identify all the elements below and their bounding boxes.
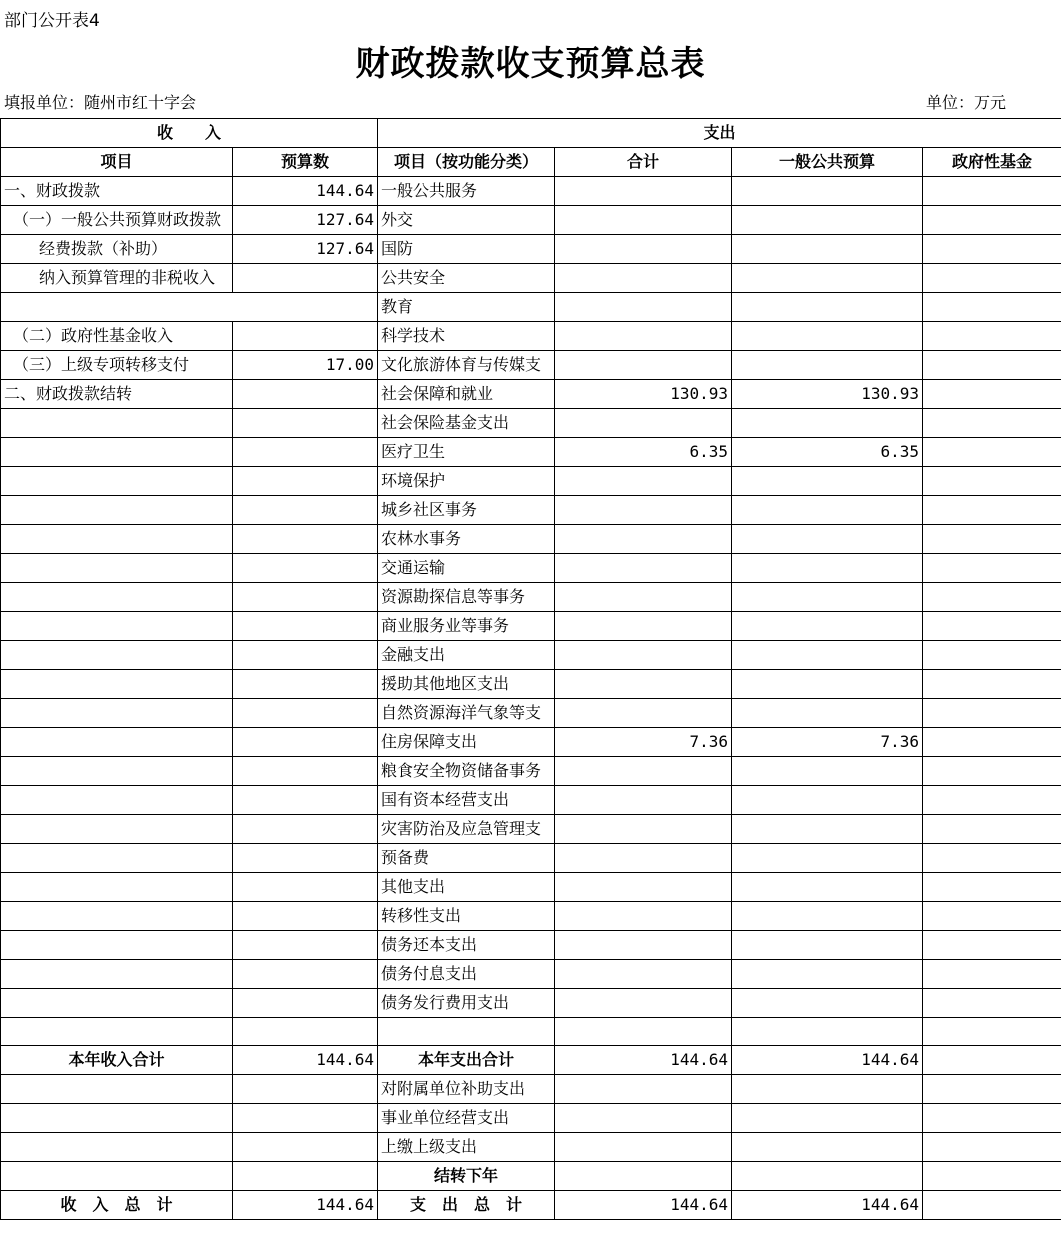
income-item-cell: [1, 786, 233, 815]
expense-fund-cell: [923, 467, 1061, 496]
expense-general-cell: [732, 496, 923, 525]
table-row: [1, 931, 1061, 960]
expense-header: 支出: [378, 119, 1061, 148]
expense-general-cell: [732, 844, 923, 873]
expense-total-cell: [555, 641, 732, 670]
expense-general-cell: [732, 1104, 923, 1133]
expense-total-cell: [555, 757, 732, 786]
expense-total-cell: [555, 873, 732, 902]
expense-fund-cell: [923, 641, 1061, 670]
expense-fund-cell: [923, 438, 1061, 467]
income-value-cell: [233, 409, 378, 438]
expense-item-cell: [378, 1018, 555, 1046]
income-value-cell: [233, 873, 378, 902]
expense-general-cell: [732, 351, 923, 380]
expense-total-cell: [555, 1018, 732, 1046]
income-value-cell: [233, 960, 378, 989]
table-row: [1, 873, 1061, 902]
expense-fund-cell: [923, 873, 1061, 902]
col-budget: 预算数: [233, 148, 378, 177]
year-expense-total: 144.64: [555, 1046, 732, 1075]
currency-unit: 单位：万元: [926, 93, 1007, 112]
expense-general-cell: [732, 177, 923, 206]
expense-item-cell: 环境保护: [378, 467, 555, 496]
income-item-cell: （二）政府性基金收入: [1, 322, 233, 351]
expense-total-cell: [555, 670, 732, 699]
income-value-cell: [233, 1018, 378, 1046]
year-income-label: 本年收入合计: [1, 1046, 233, 1075]
expense-total-cell: [555, 235, 732, 264]
income-value-cell: [233, 554, 378, 583]
expense-item-cell: 社会保险基金支出: [378, 409, 555, 438]
expense-total-cell: [555, 844, 732, 873]
income-value-cell: [233, 380, 378, 409]
expense-total-cell: [555, 902, 732, 931]
income-item-cell: 纳入预算管理的非税收入: [1, 264, 233, 293]
expense-item-cell: 结转下年: [378, 1162, 555, 1191]
income-item-cell: [1, 1075, 233, 1104]
table-row: [1, 902, 1061, 931]
expense-item-cell: 国防: [378, 235, 555, 264]
expense-general-cell: [732, 1018, 923, 1046]
income-item-cell: [1, 525, 233, 554]
expense-total-cell: [555, 699, 732, 728]
expense-general-cell: [732, 293, 923, 322]
table-row: [1, 235, 1061, 264]
expense-general-cell: 130.93: [732, 380, 923, 409]
expense-total-cell: [555, 409, 732, 438]
income-value-cell: [233, 670, 378, 699]
expense-fund-cell: [923, 264, 1061, 293]
expense-fund-cell: [923, 554, 1061, 583]
expense-fund-cell: [923, 177, 1061, 206]
expense-fund-cell: [923, 322, 1061, 351]
expense-fund-cell: [923, 612, 1061, 641]
expense-general-cell: [732, 554, 923, 583]
income-item-cell: [1, 757, 233, 786]
expense-total-cell: [555, 612, 732, 641]
expense-general-cell: [732, 960, 923, 989]
expense-fund-cell: [923, 728, 1061, 757]
table-row: [1, 380, 1061, 409]
income-value-cell: 17.00: [233, 351, 378, 380]
expense-item-cell: 上缴上级支出: [378, 1133, 555, 1162]
expense-general-cell: [732, 583, 923, 612]
income-value-cell: [233, 641, 378, 670]
income-value-cell: [233, 1075, 378, 1104]
expense-total-cell: [555, 1162, 732, 1191]
expense-fund-cell: [923, 786, 1061, 815]
table-row: [1, 757, 1061, 786]
income-item-cell: [1, 844, 233, 873]
income-value-cell: [233, 786, 378, 815]
income-value-cell: [233, 467, 378, 496]
expense-general-cell: [732, 902, 923, 931]
expense-general-cell: [732, 670, 923, 699]
expense-total-cell: [555, 206, 732, 235]
income-item-cell: [1, 438, 233, 467]
expense-item-cell: 灾害防治及应急管理支: [378, 815, 555, 844]
col-fund: 政府性基金: [923, 148, 1061, 177]
expense-fund-cell: [923, 380, 1061, 409]
expense-item-cell: 农林水事务: [378, 525, 555, 554]
expense-total-cell: [555, 931, 732, 960]
expense-fund-cell: [923, 409, 1061, 438]
reporting-unit: 填报单位：随州市红十字会: [4, 93, 197, 112]
grand-total-row: [1, 1191, 1061, 1220]
expense-item-cell: 预备费: [378, 844, 555, 873]
income-item-cell: [1, 815, 233, 844]
table-row: [1, 583, 1061, 612]
income-item-cell: [1, 293, 378, 322]
expense-item-cell: 一般公共服务: [378, 177, 555, 206]
expense-fund-cell: [923, 931, 1061, 960]
col-exp-item: 项目（按功能分类）: [378, 148, 555, 177]
table-row: [1, 699, 1061, 728]
expense-item-cell: 公共安全: [378, 264, 555, 293]
expense-item-cell: 国有资本经营支出: [378, 786, 555, 815]
income-value-cell: [233, 1162, 378, 1191]
expense-item-cell: 外交: [378, 206, 555, 235]
expense-fund-cell: [923, 1018, 1061, 1046]
expense-total-cell: [555, 554, 732, 583]
expense-general-cell: [732, 989, 923, 1018]
header-row-group: [1, 119, 1061, 148]
table-row: [1, 264, 1061, 293]
expense-item-cell: 债务付息支出: [378, 960, 555, 989]
income-value-cell: [233, 1104, 378, 1133]
expense-total-cell: [555, 786, 732, 815]
table-number-label: 部门公开表4: [4, 11, 100, 31]
expense-general-cell: [732, 322, 923, 351]
expense-general-cell: [732, 525, 923, 554]
col-total: 合计: [555, 148, 732, 177]
table-row: [1, 438, 1061, 467]
header-row-columns: [1, 148, 1061, 177]
table-row: [1, 989, 1061, 1018]
expense-general-cell: [732, 873, 923, 902]
income-item-cell: [1, 641, 233, 670]
income-header: 收 入: [1, 119, 378, 148]
income-value-cell: [233, 931, 378, 960]
expense-fund-cell: [923, 699, 1061, 728]
income-item-cell: 二、财政拨款结转: [1, 380, 233, 409]
table-row: [1, 786, 1061, 815]
income-item-cell: [1, 409, 233, 438]
expense-item-cell: 金融支出: [378, 641, 555, 670]
income-value-cell: [233, 264, 378, 293]
expense-general-cell: [732, 815, 923, 844]
grand-expense-general: 144.64: [732, 1191, 923, 1220]
year-expense-general: 144.64: [732, 1046, 923, 1075]
expense-general-cell: [732, 206, 923, 235]
income-value-cell: [233, 496, 378, 525]
table-row: [1, 670, 1061, 699]
page-title: 财政拨款收支预算总表: [355, 44, 706, 84]
expense-total-cell: [555, 1075, 732, 1104]
expense-total-cell: [555, 351, 732, 380]
income-value-cell: [233, 438, 378, 467]
expense-item-cell: 其他支出: [378, 873, 555, 902]
expense-general-cell: [732, 641, 923, 670]
expense-fund-cell: [923, 351, 1061, 380]
expense-fund-cell: [923, 1104, 1061, 1133]
expense-general-cell: [732, 786, 923, 815]
table-row: [1, 1162, 1061, 1191]
income-item-cell: [1, 931, 233, 960]
grand-income-label: 收 入 总 计: [1, 1191, 233, 1220]
income-value-cell: [233, 757, 378, 786]
income-item-cell: （三）上级专项转移支付: [1, 351, 233, 380]
income-item-cell: [1, 467, 233, 496]
expense-total-cell: 130.93: [555, 380, 732, 409]
grand-expense-label: 支 出 总 计: [378, 1191, 555, 1220]
expense-fund-cell: [923, 989, 1061, 1018]
year-total-row: [1, 1046, 1061, 1075]
income-value-cell: [233, 525, 378, 554]
table-row: [1, 815, 1061, 844]
income-item-cell: [1, 873, 233, 902]
table-row: [1, 496, 1061, 525]
income-item-cell: [1, 496, 233, 525]
expense-general-cell: [732, 757, 923, 786]
expense-total-cell: [555, 960, 732, 989]
expense-item-cell: 教育: [378, 293, 555, 322]
expense-total-cell: [555, 1104, 732, 1133]
income-item-cell: [1, 989, 233, 1018]
expense-fund-cell: [923, 293, 1061, 322]
income-item-cell: [1, 612, 233, 641]
table-row: [1, 206, 1061, 235]
expense-fund-cell: [923, 670, 1061, 699]
expense-general-cell: [732, 931, 923, 960]
expense-item-cell: 粮食安全物资储备事务: [378, 757, 555, 786]
expense-total-cell: [555, 1133, 732, 1162]
expense-general-cell: [732, 1133, 923, 1162]
year-expense-label: 本年支出合计: [378, 1046, 555, 1075]
table-row: [1, 467, 1061, 496]
expense-item-cell: 科学技术: [378, 322, 555, 351]
expense-total-cell: [555, 815, 732, 844]
table-row: [1, 293, 1061, 322]
expense-general-cell: [732, 1162, 923, 1191]
col-item: 项目: [1, 148, 233, 177]
income-item-cell: 一、财政拨款: [1, 177, 233, 206]
expense-fund-cell: [923, 235, 1061, 264]
income-value-cell: [233, 322, 378, 351]
expense-fund-cell: [923, 1162, 1061, 1191]
income-item-cell: [1, 1104, 233, 1133]
expense-fund-cell: [923, 844, 1061, 873]
expense-item-cell: 医疗卫生: [378, 438, 555, 467]
expense-item-cell: 对附属单位补助支出: [378, 1075, 555, 1104]
expense-item-cell: 文化旅游体育与传媒支: [378, 351, 555, 380]
expense-item-cell: 城乡社区事务: [378, 496, 555, 525]
expense-total-cell: [555, 322, 732, 351]
table-row: [1, 1133, 1061, 1162]
income-item-cell: [1, 699, 233, 728]
expense-general-cell: 7.36: [732, 728, 923, 757]
income-value-cell: [233, 989, 378, 1018]
expense-fund-cell: [923, 1133, 1061, 1162]
expense-total-cell: [555, 583, 732, 612]
table-row: [1, 351, 1061, 380]
expense-fund-cell: [923, 206, 1061, 235]
income-value-cell: [233, 728, 378, 757]
expense-general-cell: [732, 409, 923, 438]
expense-total-cell: [555, 496, 732, 525]
income-value-cell: [233, 612, 378, 641]
table-row: [1, 409, 1061, 438]
expense-item-cell: 事业单位经营支出: [378, 1104, 555, 1133]
income-value-cell: [233, 699, 378, 728]
income-item-cell: [1, 1162, 233, 1191]
expense-total-cell: [555, 989, 732, 1018]
table-row: [1, 1018, 1061, 1046]
grand-expense-total: 144.64: [555, 1191, 732, 1220]
expense-total-cell: 7.36: [555, 728, 732, 757]
expense-general-cell: [732, 264, 923, 293]
expense-item-cell: 商业服务业等事务: [378, 612, 555, 641]
income-value-cell: 127.64: [233, 206, 378, 235]
expense-fund-cell: [923, 902, 1061, 931]
table-row: [1, 177, 1061, 206]
income-item-cell: [1, 1133, 233, 1162]
expense-item-cell: 社会保障和就业: [378, 380, 555, 409]
expense-total-cell: [555, 467, 732, 496]
income-item-cell: [1, 1018, 233, 1046]
expense-fund-cell: [923, 496, 1061, 525]
table-row: [1, 1104, 1061, 1133]
expense-total-cell: [555, 264, 732, 293]
income-item-cell: [1, 670, 233, 699]
expense-fund-cell: [923, 1075, 1061, 1104]
expense-general-cell: [732, 699, 923, 728]
table-row: [1, 612, 1061, 641]
expense-general-cell: 6.35: [732, 438, 923, 467]
expense-general-cell: [732, 235, 923, 264]
expense-item-cell: 资源勘探信息等事务: [378, 583, 555, 612]
expense-item-cell: 交通运输: [378, 554, 555, 583]
income-item-cell: [1, 902, 233, 931]
table-row: [1, 554, 1061, 583]
table-row: [1, 728, 1061, 757]
year-expense-fund: [923, 1046, 1061, 1075]
expense-fund-cell: [923, 583, 1061, 612]
expense-item-cell: 自然资源海洋气象等支: [378, 699, 555, 728]
year-income-value: 144.64: [233, 1046, 378, 1075]
income-item-cell: [1, 960, 233, 989]
expense-item-cell: 援助其他地区支出: [378, 670, 555, 699]
expense-fund-cell: [923, 757, 1061, 786]
expense-general-cell: [732, 1075, 923, 1104]
expense-item-cell: 住房保障支出: [378, 728, 555, 757]
grand-expense-fund: [923, 1191, 1061, 1220]
grand-income-value: 144.64: [233, 1191, 378, 1220]
income-value-cell: 144.64: [233, 177, 378, 206]
expense-total-cell: [555, 525, 732, 554]
income-value-cell: [233, 902, 378, 931]
expense-fund-cell: [923, 960, 1061, 989]
expense-total-cell: [555, 293, 732, 322]
expense-item-cell: 债务发行费用支出: [378, 989, 555, 1018]
col-general: 一般公共预算: [732, 148, 923, 177]
table-row: [1, 844, 1061, 873]
income-value-cell: [233, 1133, 378, 1162]
table-row: [1, 641, 1061, 670]
income-value-cell: 127.64: [233, 235, 378, 264]
income-value-cell: [233, 844, 378, 873]
expense-item-cell: 债务还本支出: [378, 931, 555, 960]
expense-general-cell: [732, 467, 923, 496]
table-row: [1, 525, 1061, 554]
income-item-cell: 经费拨款（补助）: [1, 235, 233, 264]
income-item-cell: [1, 583, 233, 612]
income-item-cell: [1, 554, 233, 583]
expense-total-cell: [555, 177, 732, 206]
table-row: [1, 1075, 1061, 1104]
expense-general-cell: [732, 612, 923, 641]
expense-total-cell: 6.35: [555, 438, 732, 467]
expense-fund-cell: [923, 815, 1061, 844]
income-value-cell: [233, 815, 378, 844]
table-row: [1, 322, 1061, 351]
income-item-cell: （一）一般公共预算财政拨款: [1, 206, 233, 235]
table-row: [1, 960, 1061, 989]
budget-table: [0, 118, 1061, 1220]
expense-item-cell: 转移性支出: [378, 902, 555, 931]
income-item-cell: [1, 728, 233, 757]
expense-fund-cell: [923, 525, 1061, 554]
income-value-cell: [233, 583, 378, 612]
